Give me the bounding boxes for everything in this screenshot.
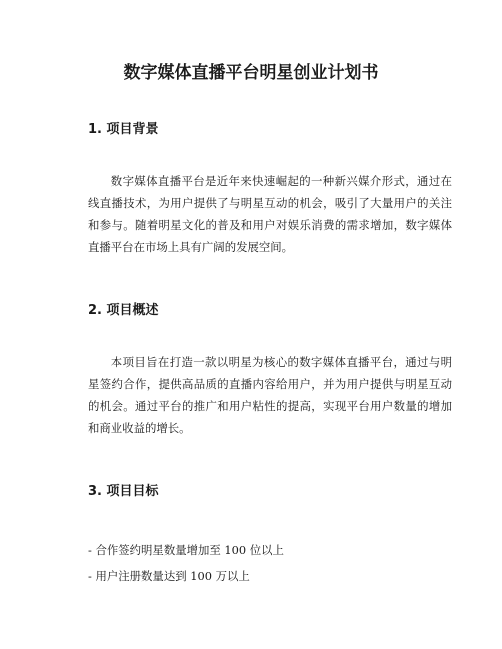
section-heading-goals: 3. 项目目标 xyxy=(88,484,159,499)
section-heading-overview: 2. 项目概述 xyxy=(88,303,159,318)
section-paragraph-overview: 本项目旨在打造一款以明星为核心的数字媒体直播平台，通过与明星签约合作，提供高品质的直播内容给用户，并为用户提供与明星互动的机会。通过平台的推广和用户粘性的提高，实现平台用户数量的增加和商业收益的增长。 xyxy=(88,355,452,435)
goal-list-item: - 用户注册数量达到 100 万以上 xyxy=(88,569,250,583)
goal-list-item: - 合作签约明星数量增加至 100 位以上 xyxy=(88,543,284,557)
section-heading-background: 1. 项目背景 xyxy=(88,122,159,137)
section-paragraph-background: 数字媒体直播平台是近年来快速崛起的一种新兴媒介形式，通过在线直播技术，为用户提供了与明星互动的机会，吸引了大量用户的关注和参与。随着明星文化的普及和用户对娱乐消费的需求增加，数字媒体直播平台在市场上具有广阔的发展空间。 xyxy=(88,174,452,254)
document-title: 数字媒体直播平台明星创业计划书 xyxy=(123,63,379,83)
